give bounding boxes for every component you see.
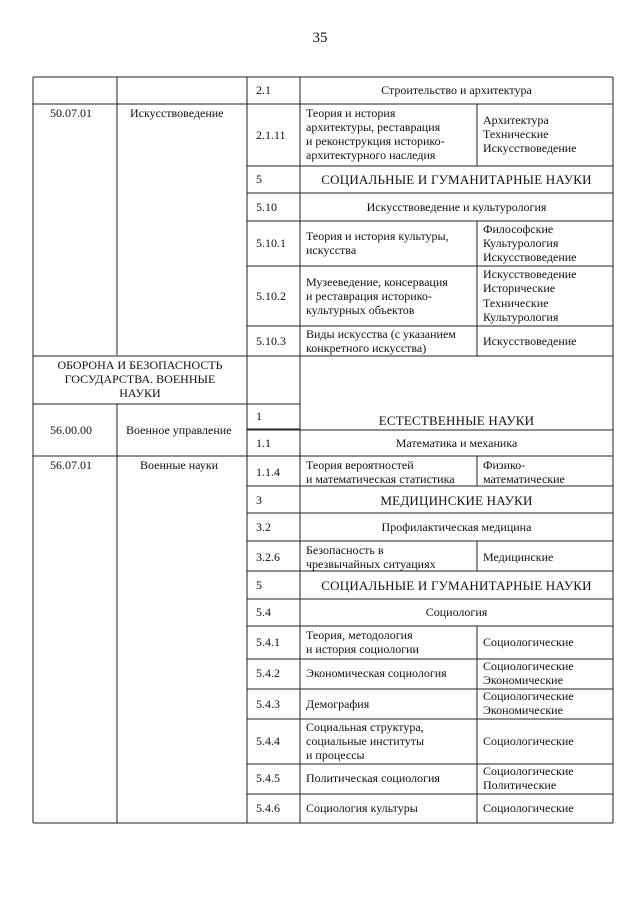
spec-name-line: и история социологии	[306, 642, 419, 656]
spec-name-line: и математическая статистика	[306, 472, 455, 486]
field-line: Политические	[483, 778, 557, 792]
spec-name-line: социальные институты	[306, 734, 425, 748]
field-line: Социологические	[483, 764, 574, 778]
section-heading-line: ГОСУДАРСТВА. ВОЕННЫЕ	[64, 372, 216, 386]
spec-num: 5.10.3	[256, 334, 286, 348]
spec-num: 3	[256, 493, 262, 507]
spec-name-line: Социальная структура,	[306, 720, 424, 734]
name-cell: Искусствоведение	[130, 106, 224, 120]
section-heading-line: НАУКИ	[119, 386, 161, 400]
group-title: СОЦИАЛЬНЫЕ И ГУМАНИТАРНЫЕ НАУКИ	[321, 578, 592, 593]
spec-name-line: Социология культуры	[306, 801, 418, 815]
group-title: Строительство и архитектура	[381, 83, 532, 97]
name-cell: Военные науки	[140, 458, 219, 472]
spec-name-line: культурных объектов	[306, 303, 415, 317]
spec-num: 1.1.4	[256, 465, 280, 479]
field-line: Технические	[483, 296, 549, 310]
spec-num: 5.10	[256, 200, 277, 214]
page-number: 35	[312, 30, 328, 46]
field-line: Социологические	[483, 734, 574, 748]
field-line: Искусствоведение	[483, 141, 577, 155]
spec-name-line: Теория вероятностей	[306, 458, 414, 472]
field-line: Экономические	[483, 673, 563, 687]
spec-num: 1	[256, 409, 262, 423]
spec-name-line: Теория и история	[306, 106, 396, 120]
field-line: Социологические	[483, 659, 574, 673]
spec-name-line: конкретного искусства)	[306, 341, 427, 355]
spec-num: 5.4.5	[256, 771, 280, 785]
field-line: Исторические	[483, 281, 556, 295]
field-line: Физико-	[483, 458, 526, 472]
spec-num: 1.1	[256, 436, 271, 450]
spec-num: 5	[256, 578, 262, 592]
spec-name-line: и реставрация историко-	[306, 289, 432, 303]
spec-name-line: чрезвычайных ситуациях	[306, 557, 436, 571]
spec-num: 5.10.2	[256, 289, 286, 303]
field-line: Экономические	[483, 703, 563, 717]
spec-name-line: Демография	[306, 697, 370, 711]
code-cell: 56.07.01	[50, 458, 92, 472]
field-line: Культурология	[483, 236, 559, 250]
spec-name-line: архитектурного наследия	[306, 148, 436, 162]
field-line: Медицинские	[483, 550, 554, 564]
field-line: Культурология	[483, 310, 559, 324]
spec-num: 5.4	[256, 605, 271, 619]
field-line: Искусствоведение	[483, 250, 577, 264]
spec-num: 2.1.11	[256, 128, 286, 142]
group-title: Профилактическая медицина	[381, 520, 532, 534]
field-line: Искусствоведение	[483, 334, 577, 348]
spec-name-line: и реконструкция историко-	[306, 134, 445, 148]
spec-name-line: и процессы	[306, 748, 365, 762]
field-line: Философские	[483, 222, 554, 236]
spec-name-line: архитектуры, реставрация	[306, 120, 441, 134]
field-line: Технические	[483, 127, 549, 141]
field-line: Социологические	[483, 635, 574, 649]
spec-name-line: Политическая социология	[306, 771, 440, 785]
spec-name-line: Виды искусства (с указанием	[306, 327, 456, 341]
code-cell: 50.07.01	[50, 106, 92, 120]
spec-name-line: Музееведение, консервация	[306, 275, 448, 289]
group-title: СОЦИАЛЬНЫЕ И ГУМАНИТАРНЫЕ НАУКИ	[321, 172, 592, 187]
field-line: математические	[483, 472, 565, 486]
spec-num: 5.10.1	[256, 236, 286, 250]
name-cell: Военное управление	[126, 423, 232, 437]
spec-num: 3.2.6	[256, 550, 280, 564]
spec-name-line: Безопасность в	[306, 543, 384, 557]
field-line: Искусствоведение	[483, 267, 577, 281]
group-title: Социология	[425, 605, 488, 619]
spec-num: 5.4.3	[256, 697, 280, 711]
spec-num: 5.4.2	[256, 666, 280, 680]
spec-name-line: Теория и история культуры,	[306, 229, 449, 243]
spec-name-line: искусства	[306, 243, 357, 257]
code-cell: 56.00.00	[50, 423, 92, 437]
spec-num: 5	[256, 172, 262, 186]
section-heading-line: ОБОРОНА И БЕЗОПАСНОСТЬ	[57, 358, 223, 372]
spec-name-line: Теория, методология	[306, 628, 413, 642]
group-title: Искусствоведение и культурология	[366, 200, 547, 214]
group-title: МЕДИЦИНСКИЕ НАУКИ	[380, 493, 533, 508]
spec-num: 2.1	[256, 83, 271, 97]
spec-num: 5.4.6	[256, 801, 280, 815]
group-title: Математика и механика	[395, 436, 518, 450]
spec-num: 3.2	[256, 520, 271, 534]
field-line: Социологические	[483, 801, 574, 815]
group-title: ЕСТЕСТВЕННЫЕ НАУКИ	[378, 413, 535, 428]
spec-num: 5.4.1	[256, 635, 280, 649]
spec-num: 5.4.4	[256, 734, 280, 748]
field-line: Социологические	[483, 689, 574, 703]
spec-name-line: Экономическая социология	[306, 666, 447, 680]
field-line: Архитектура	[483, 113, 549, 127]
